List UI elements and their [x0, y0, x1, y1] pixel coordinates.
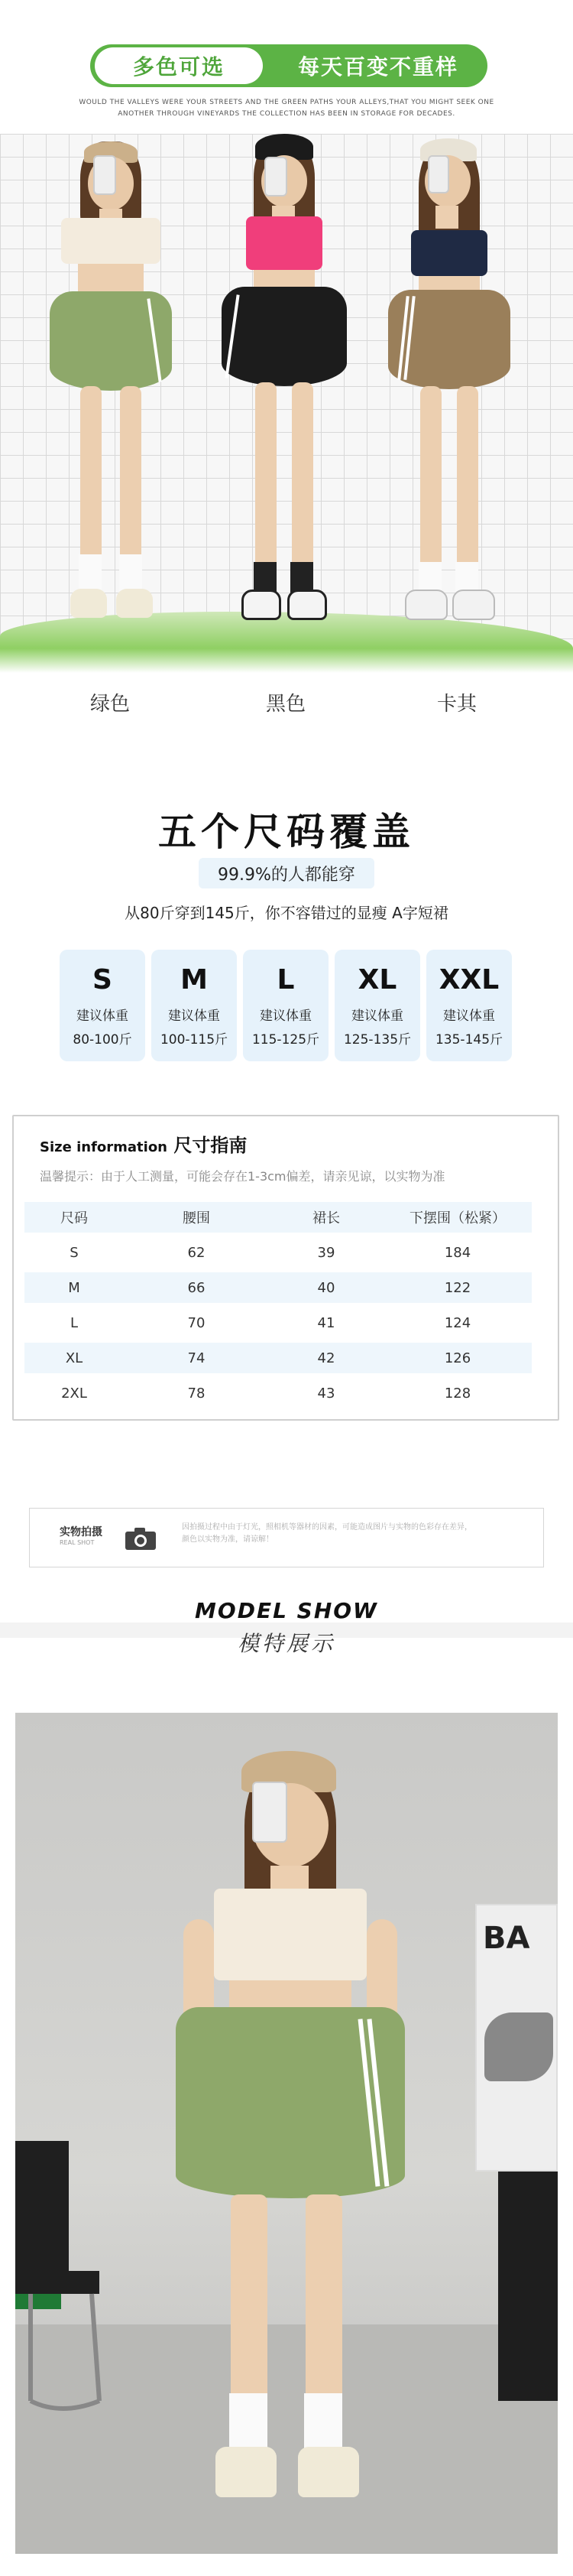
cell-hem: 126 [444, 1350, 471, 1366]
chair [15, 2141, 107, 2416]
recommend-weight-label: 建议体重 [351, 1009, 403, 1024]
color-label-khaki: 卡其 [436, 693, 477, 716]
size-letter: L [277, 964, 295, 996]
cell-size: S [70, 1244, 79, 1261]
tagline-line-2: ANOTHER THROUGH VINEYARDS THE COLLECTION HAS BEEN IN STORAGE FOR DECADES. [118, 110, 455, 118]
size-table-box [12, 1115, 559, 1421]
model-show-subtitle: 模特展示 [237, 1631, 335, 1656]
cell-waist: 70 [187, 1314, 206, 1331]
pedestal [498, 2172, 558, 2401]
table-row [24, 1272, 532, 1303]
size-table-title-en: Size information [40, 1139, 168, 1155]
cell-hem: 122 [444, 1279, 471, 1296]
cell-hem: 128 [444, 1385, 471, 1402]
size-coverage-desc: 从80斤穿到145斤，你不容错过的显瘦 A字短裙 [125, 904, 448, 922]
size-card-l [243, 950, 329, 1061]
weight-range: 125-135斤 [343, 1032, 412, 1048]
cell-length: 43 [317, 1385, 335, 1402]
color-label-green: 绿色 [89, 693, 130, 716]
model-photo [15, 1713, 558, 2554]
real-shot-text-2: 颜色以实物为准，请谅解！ [182, 1535, 274, 1544]
poster-image [484, 2012, 553, 2081]
size-coverage-title: 五个尺码覆盖 [158, 810, 415, 854]
multi-color-label: 多色可选 [95, 47, 263, 84]
size-card-s [60, 950, 145, 1061]
cell-waist: 74 [187, 1350, 206, 1366]
phone-icon [428, 155, 449, 193]
cell-size: L [70, 1314, 79, 1331]
cell-waist: 62 [187, 1244, 206, 1261]
recommend-weight-label: 建议体重 [76, 1009, 128, 1024]
daily-style-label: 每天百变不重样 [297, 54, 458, 80]
cell-hem: 124 [444, 1314, 471, 1331]
header-waist: 腰围 [183, 1210, 210, 1226]
weight-range: 135-145斤 [435, 1032, 503, 1048]
recommend-weight-label: 建议体重 [443, 1009, 495, 1024]
cell-size: 2XL [61, 1385, 87, 1402]
size-table-header [24, 1202, 532, 1233]
weight-range: 80-100斤 [73, 1032, 132, 1048]
table-row [24, 1237, 532, 1268]
model-main [176, 1743, 405, 2546]
phone-icon [252, 1782, 287, 1843]
poster-text: BA [483, 1921, 530, 1956]
size-letter: XL [358, 964, 397, 996]
phone-icon [264, 157, 287, 197]
model-black [215, 126, 353, 646]
real-shot-text-1: 因拍摄过程中由于灯光，照相机等器材的因素，可能造成图片与实物的色彩存在差异， [182, 1523, 472, 1532]
recommend-weight-label: 建议体重 [168, 1009, 220, 1024]
table-row [24, 1343, 532, 1373]
cell-waist: 78 [187, 1385, 206, 1402]
real-shot-subtitle: REAL SHOT [60, 1539, 95, 1546]
camera-icon [124, 1526, 157, 1551]
cell-length: 40 [317, 1279, 335, 1296]
model-green [46, 141, 176, 646]
size-table-title-cn: 尺寸指南 [173, 1135, 248, 1156]
model-show-title: MODEL SHOW [195, 1598, 378, 1623]
size-card-m [151, 950, 237, 1061]
weight-range: 115-125斤 [251, 1032, 320, 1048]
recommend-weight-label: 建议体重 [260, 1009, 312, 1024]
wall-poster [475, 1904, 558, 2172]
cell-size: M [68, 1279, 80, 1296]
table-row [24, 1307, 532, 1338]
color-label-black: 黑色 [265, 693, 306, 716]
size-table-title [40, 1130, 247, 1157]
size-card-xl [335, 950, 420, 1061]
model-khaki [382, 134, 520, 646]
cell-size: XL [65, 1350, 83, 1366]
size-card-xxl [426, 950, 512, 1061]
cell-length: 42 [317, 1350, 335, 1366]
real-shot-title: 实物拍摄 [60, 1526, 102, 1538]
cell-waist: 66 [187, 1279, 206, 1296]
cell-hem: 184 [444, 1244, 471, 1261]
size-letter: S [92, 964, 112, 996]
table-row [24, 1378, 532, 1408]
size-table-note: 温馨提示：由于人工测量，可能会存在1-3cm偏差，请亲见谅，以实物为准 [40, 1169, 445, 1184]
size-coverage-subtitle: 99.9%的人都能穿 [199, 858, 374, 888]
tagline-line-1: WOULD THE VALLEYS WERE YOUR STREETS AND THE GREEN PATHS YOUR ALLEYS,THAT YOU MIGHT SEEK ONE [79, 99, 494, 106]
header-hem: 下摆围（松紧） [410, 1210, 506, 1226]
cell-length: 39 [317, 1244, 335, 1261]
phone-icon [93, 155, 116, 195]
size-letter: XXL [439, 964, 500, 996]
size-letter: M [180, 964, 208, 996]
weight-range: 100-115斤 [160, 1032, 228, 1048]
header-length: 裙长 [312, 1210, 340, 1226]
header-size: 尺码 [60, 1210, 88, 1226]
cell-length: 41 [317, 1314, 335, 1331]
